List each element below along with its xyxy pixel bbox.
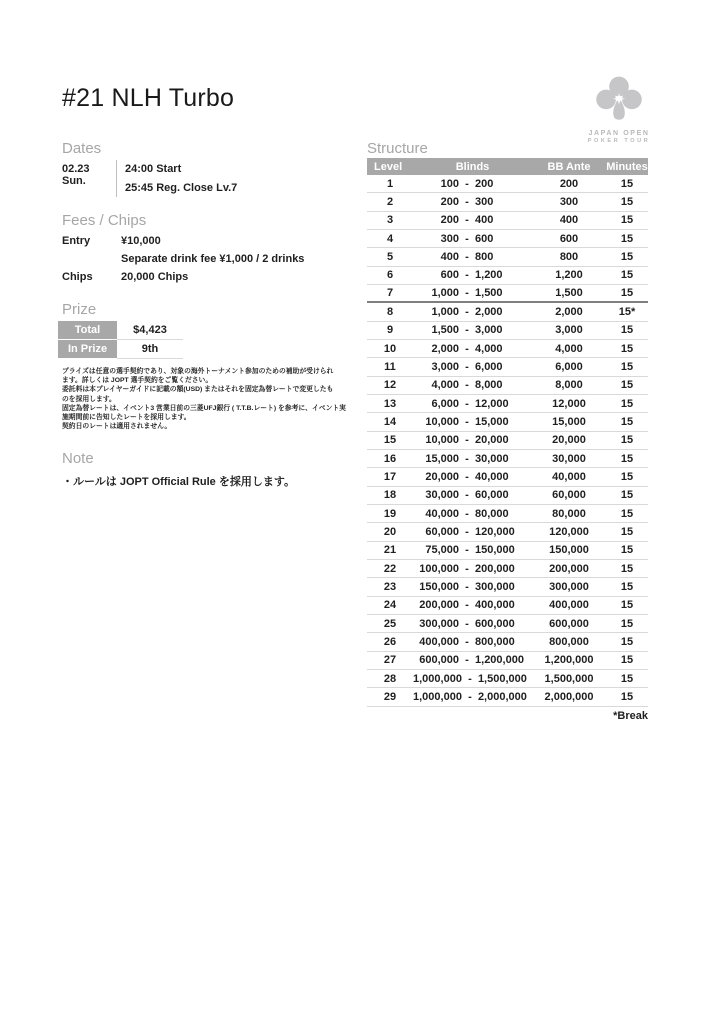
blinds-separator: - — [465, 305, 469, 318]
bb-ante-cell: 3,000 — [555, 324, 583, 337]
note-heading: Note — [62, 450, 94, 467]
big-blind-value: 60,000 — [475, 489, 509, 502]
minutes-cell: 15 — [620, 470, 634, 483]
minutes-cell: 15 — [620, 617, 634, 630]
blinds-cell — [413, 324, 532, 336]
blinds-separator: - — [465, 324, 469, 337]
blinds-cell — [413, 178, 532, 190]
blinds-cell — [413, 214, 532, 226]
level-cell: 14 — [383, 415, 397, 428]
blinds-separator: - — [465, 452, 469, 465]
small-blind-value: 2,000 — [431, 342, 460, 355]
break-footnote: *Break — [613, 710, 648, 722]
blinds-separator: - — [465, 507, 469, 520]
logo-text-poker-tour: POKER TOUR — [587, 138, 651, 144]
blinds-separator: - — [465, 287, 469, 300]
minutes-cell: 15 — [620, 397, 634, 410]
small-blind-value: 10,000 — [425, 434, 460, 447]
structure-row — [367, 523, 648, 541]
big-blind-value: 6,000 — [475, 360, 503, 373]
reg-close-time: 25:45 Reg. Close Lv.7 — [125, 181, 238, 194]
structure-row — [367, 175, 648, 193]
minutes-cell: 15 — [620, 525, 634, 538]
structure-row — [367, 652, 648, 670]
blinds-cell — [413, 398, 532, 410]
bb-ante-cell: 400,000 — [549, 599, 589, 612]
blinds-separator: - — [465, 397, 469, 410]
bb-ante-cell: 6,000 — [555, 360, 583, 373]
blinds-separator: - — [465, 635, 469, 648]
col-header-bb-ante: BB Ante — [547, 160, 591, 173]
level-cell: 15 — [383, 434, 397, 447]
level-cell: 26 — [383, 635, 397, 648]
level-cell: 18 — [383, 489, 397, 502]
minutes-cell: 15 — [620, 654, 634, 667]
minutes-cell: 15 — [620, 672, 634, 685]
level-cell: 19 — [383, 507, 397, 520]
bb-ante-cell: 200,000 — [549, 562, 589, 575]
prize-total-label: Total — [58, 321, 117, 340]
level-cell: 16 — [383, 452, 397, 465]
minutes-cell: 15 — [620, 580, 634, 593]
small-blind-value: 150,000 — [419, 580, 460, 593]
fees-chips-heading: Fees / Chips — [62, 212, 147, 229]
minutes-cell: 15 — [620, 415, 634, 428]
vertical-divider — [116, 160, 117, 197]
big-blind-value: 800,000 — [475, 635, 515, 648]
fees-row-chips — [62, 268, 352, 286]
minutes-cell: 15 — [620, 269, 634, 282]
level-cell: 1 — [386, 177, 394, 190]
small-blind-value: 100 — [440, 177, 460, 190]
bb-ante-cell: 1,200 — [555, 269, 583, 282]
level-cell: 2 — [386, 195, 394, 208]
big-blind-value: 200,000 — [475, 562, 515, 575]
structure-row — [367, 395, 648, 413]
note-text: ・ルールは JOPT Official Rule を採用します。 — [62, 476, 295, 488]
big-blind-value: 8,000 — [475, 379, 503, 392]
minutes-cell: 15 — [620, 177, 634, 190]
level-cell: 7 — [386, 287, 394, 300]
level-cell: 28 — [383, 672, 397, 685]
structure-row — [367, 322, 648, 340]
blinds-separator: - — [465, 269, 469, 282]
prize-row-in-prize — [58, 340, 183, 359]
fees-row-drink-fee — [62, 250, 352, 268]
prize-in-prize-label: In Prize — [58, 340, 117, 359]
structure-row — [367, 670, 648, 688]
big-blind-value: 400,000 — [475, 599, 515, 612]
small-blind-value: 400 — [440, 250, 460, 263]
bb-ante-cell: 80,000 — [552, 507, 586, 520]
blinds-cell — [413, 654, 532, 666]
small-blind-value: 10,000 — [425, 415, 460, 428]
page-title: #21 NLH Turbo — [62, 84, 235, 112]
structure-row — [367, 432, 648, 450]
small-blind-value: 1,000,000 — [413, 672, 462, 685]
blinds-separator: - — [465, 654, 469, 667]
minutes-cell: 15 — [620, 379, 634, 392]
big-blind-value: 1,500,000 — [477, 672, 527, 685]
prize-row-total — [58, 321, 183, 340]
blinds-cell — [413, 563, 532, 575]
small-blind-value: 30,000 — [425, 489, 460, 502]
blinds-separator: - — [465, 360, 469, 373]
level-cell: 9 — [386, 324, 394, 337]
blinds-separator: - — [465, 177, 469, 190]
blinds-separator: - — [465, 544, 469, 557]
minutes-cell: 15 — [620, 360, 634, 373]
small-blind-value: 600,000 — [419, 654, 460, 667]
small-blind-value: 400,000 — [419, 635, 460, 648]
big-blind-value: 40,000 — [475, 470, 509, 483]
big-blind-value: 80,000 — [475, 507, 509, 520]
prize-heading: Prize — [62, 301, 97, 318]
minutes-cell: 15 — [620, 214, 634, 227]
fees-rows — [62, 232, 352, 287]
level-cell: 25 — [383, 617, 397, 630]
structure-row — [367, 358, 648, 376]
structure-row — [367, 212, 648, 230]
blinds-separator: - — [465, 195, 469, 208]
blinds-separator: - — [468, 672, 472, 685]
prize-in-prize-value: 9th — [117, 340, 183, 359]
bb-ante-cell: 30,000 — [552, 452, 586, 465]
structure-row — [367, 688, 648, 706]
blinds-separator: - — [465, 342, 469, 355]
level-cell: 6 — [386, 269, 394, 282]
blinds-cell — [413, 434, 532, 446]
bb-ante-cell: 200 — [559, 177, 579, 190]
structure-row — [367, 285, 648, 303]
level-cell: 21 — [383, 544, 397, 557]
structure-row — [367, 303, 648, 321]
level-cell: 29 — [383, 690, 397, 703]
prize-total-value: $4,423 — [117, 321, 183, 340]
blinds-cell — [413, 489, 532, 501]
bb-ante-cell: 2,000 — [555, 305, 583, 318]
date-value: 02.23 Sun. — [62, 163, 90, 187]
structure-table-body — [367, 175, 648, 707]
minutes-cell: 15 — [620, 452, 634, 465]
level-cell: 8 — [386, 305, 394, 318]
big-blind-value: 600 — [475, 232, 494, 245]
small-blind-value: 200,000 — [419, 599, 460, 612]
entry-label: Entry — [62, 235, 91, 248]
big-blind-value: 1,500 — [475, 287, 503, 300]
bb-ante-cell: 4,000 — [555, 342, 583, 355]
minutes-cell: 15 — [620, 599, 634, 612]
minutes-cell: 15* — [618, 305, 636, 318]
blinds-separator: - — [465, 562, 469, 575]
small-blind-value: 15,000 — [425, 452, 460, 465]
blinds-separator: - — [465, 434, 469, 447]
minutes-cell: 15 — [620, 324, 634, 337]
disclaimer-line: 契約日のレートは適用されません。 — [62, 423, 172, 431]
jopt-logo — [579, 75, 659, 144]
level-cell: 17 — [383, 470, 397, 483]
bb-ante-cell: 15,000 — [552, 415, 586, 428]
structure-row — [367, 542, 648, 560]
minutes-cell: 15 — [620, 690, 634, 703]
small-blind-value: 1,000 — [431, 287, 460, 300]
minutes-cell: 15 — [620, 562, 634, 575]
big-blind-value: 12,000 — [475, 397, 509, 410]
blinds-cell — [413, 269, 532, 281]
fees-row-entry — [62, 232, 352, 250]
entry-value: ¥10,000 — [121, 235, 161, 248]
blinds-cell — [413, 287, 532, 299]
structure-row — [367, 413, 648, 431]
big-blind-value: 600,000 — [475, 617, 515, 630]
big-blind-value: 400 — [475, 214, 494, 227]
clover-logo-icon — [579, 75, 659, 128]
col-header-level: Level — [374, 160, 403, 173]
disclaimer-line: のを採用します。 — [62, 395, 116, 403]
blinds-separator: - — [465, 232, 469, 245]
small-blind-value: 100,000 — [419, 562, 460, 575]
small-blind-value: 4,000 — [431, 379, 460, 392]
chips-value: 20,000 Chips — [121, 271, 189, 284]
blinds-cell — [413, 673, 532, 685]
minutes-cell: 15 — [620, 544, 634, 557]
bb-ante-cell: 800 — [559, 250, 579, 263]
big-blind-value: 120,000 — [475, 525, 515, 538]
blinds-cell — [413, 251, 532, 263]
big-blind-value: 150,000 — [475, 544, 515, 557]
structure-table — [367, 158, 648, 707]
blinds-cell — [413, 691, 532, 703]
bb-ante-cell: 60,000 — [552, 489, 586, 502]
blinds-cell — [413, 233, 532, 245]
big-blind-value: 2,000,000 — [477, 690, 527, 703]
dates-heading: Dates — [62, 140, 102, 157]
big-blind-value: 20,000 — [475, 434, 509, 447]
disclaimer-line: 施期間前に告知したレートを採用します。 — [62, 414, 191, 422]
bb-ante-cell: 1,500,000 — [544, 672, 594, 685]
minutes-cell: 15 — [620, 434, 634, 447]
minutes-cell: 15 — [620, 195, 634, 208]
bb-ante-cell: 800,000 — [549, 635, 589, 648]
bb-ante-cell: 600 — [559, 232, 579, 245]
structure-row — [367, 468, 648, 486]
big-blind-value: 1,200 — [475, 269, 503, 282]
col-header-minutes: Minutes — [606, 160, 648, 173]
structure-row — [367, 487, 648, 505]
blinds-cell — [413, 471, 532, 483]
prize-disclaimer-text — [62, 367, 346, 431]
disclaimer-line: ます。詳しくは JOPT 選手契約をご覧ください。 — [62, 377, 213, 385]
minutes-cell: 15 — [620, 342, 634, 355]
bb-ante-cell: 8,000 — [555, 379, 583, 392]
blinds-cell — [413, 508, 532, 520]
bb-ante-cell: 1,200,000 — [544, 654, 594, 667]
blinds-cell — [413, 581, 532, 593]
small-blind-value: 40,000 — [425, 507, 460, 520]
prize-table — [58, 321, 183, 359]
blinds-separator: - — [465, 617, 469, 630]
blinds-separator: - — [468, 690, 472, 703]
structure-row — [367, 633, 648, 651]
big-blind-value: 300 — [475, 195, 494, 208]
big-blind-value: 2,000 — [475, 305, 503, 318]
blinds-cell — [413, 544, 532, 556]
big-blind-value: 300,000 — [475, 580, 515, 593]
big-blind-value: 15,000 — [475, 415, 509, 428]
blinds-cell — [413, 636, 532, 648]
big-blind-value: 4,000 — [475, 342, 503, 355]
small-blind-value: 6,000 — [431, 397, 460, 410]
bb-ante-cell: 20,000 — [552, 434, 586, 447]
big-blind-value: 30,000 — [475, 452, 509, 465]
small-blind-value: 1,500 — [431, 324, 460, 337]
structure-row — [367, 248, 648, 266]
structure-row — [367, 340, 648, 358]
structure-row — [367, 578, 648, 596]
small-blind-value: 75,000 — [425, 544, 460, 557]
col-header-blinds: Blinds — [455, 160, 490, 173]
level-cell: 10 — [383, 342, 397, 355]
bb-ante-cell: 400 — [559, 214, 579, 227]
structure-row — [367, 377, 648, 395]
blinds-cell — [413, 306, 532, 318]
small-blind-value: 200 — [440, 214, 460, 227]
bb-ante-cell: 1,500 — [555, 287, 583, 300]
level-cell: 4 — [386, 232, 394, 245]
disclaimer-line: 固定為替レートは、イベント3 営業日前の三菱UFJ銀行 ( T.T.B.レート) を参考に、イベント実 — [62, 404, 346, 412]
blinds-separator: - — [465, 580, 469, 593]
big-blind-value: 800 — [475, 250, 494, 263]
structure-row — [367, 505, 648, 523]
blinds-cell — [413, 526, 532, 538]
start-time: 24:00 Start — [125, 163, 182, 175]
big-blind-value: 1,200,000 — [475, 654, 524, 667]
drink-fee-value: Separate drink fee ¥1,000 / 2 drinks — [121, 253, 305, 266]
level-cell: 23 — [383, 580, 397, 593]
logo-text-japan-open: JAPAN OPEN — [588, 130, 650, 137]
level-cell: 5 — [386, 250, 394, 263]
blinds-cell — [413, 599, 532, 611]
bb-ante-cell: 12,000 — [552, 397, 586, 410]
level-cell: 20 — [383, 525, 397, 538]
dates-row — [62, 160, 312, 197]
level-cell: 12 — [383, 379, 397, 392]
blinds-separator: - — [465, 379, 469, 392]
blinds-separator: - — [465, 599, 469, 612]
bb-ante-cell: 40,000 — [552, 470, 586, 483]
big-blind-value: 3,000 — [475, 324, 503, 337]
disclaimer-line: プライズは任意の選手契約であり、対象の海外トーナメント参加のための補助が受けられ — [62, 368, 334, 375]
small-blind-value: 300 — [440, 232, 460, 245]
blinds-cell — [413, 618, 532, 630]
minutes-cell: 15 — [620, 287, 634, 300]
structure-heading: Structure — [367, 140, 428, 157]
blinds-cell — [413, 453, 532, 465]
small-blind-value: 20,000 — [425, 470, 460, 483]
small-blind-value: 3,000 — [431, 360, 460, 373]
structure-row — [367, 615, 648, 633]
small-blind-value: 300,000 — [419, 617, 460, 630]
small-blind-value: 60,000 — [425, 525, 460, 538]
structure-row — [367, 193, 648, 211]
blinds-separator: - — [465, 470, 469, 483]
blinds-separator: - — [465, 415, 469, 428]
small-blind-value: 1,000,000 — [413, 690, 462, 703]
blinds-cell — [413, 416, 532, 428]
blinds-separator: - — [465, 525, 469, 538]
small-blind-value: 600 — [440, 269, 460, 282]
big-blind-value: 200 — [475, 177, 494, 190]
blinds-cell — [413, 343, 532, 355]
level-cell: 13 — [383, 397, 397, 410]
chips-label: Chips — [62, 271, 93, 284]
bb-ante-cell: 150,000 — [549, 544, 589, 557]
blinds-cell — [413, 361, 532, 373]
blinds-cell — [413, 379, 532, 391]
structure-row — [367, 450, 648, 468]
structure-row — [367, 267, 648, 285]
bb-ante-cell: 300 — [559, 195, 579, 208]
minutes-cell: 15 — [620, 507, 634, 520]
bb-ante-cell: 120,000 — [549, 525, 589, 538]
level-cell: 22 — [383, 562, 397, 575]
minutes-cell: 15 — [620, 232, 634, 245]
bb-ante-cell: 600,000 — [549, 617, 589, 630]
blinds-cell — [413, 196, 532, 208]
structure-row — [367, 230, 648, 248]
level-cell: 11 — [384, 360, 396, 373]
level-cell: 24 — [383, 599, 397, 612]
minutes-cell: 15 — [620, 250, 634, 263]
small-blind-value: 1,000 — [431, 305, 460, 318]
bb-ante-cell: 300,000 — [549, 580, 589, 593]
level-cell: 27 — [383, 654, 397, 667]
times-list — [119, 160, 237, 197]
small-blind-value: 200 — [440, 195, 460, 208]
disclaimer-line: 委託料は本プレイヤーガイドに記載の額(USD) またはそれを固定為替レートで変更したも — [62, 386, 334, 394]
structure-row — [367, 597, 648, 615]
blinds-separator: - — [465, 489, 469, 502]
level-cell: 3 — [386, 214, 394, 227]
minutes-cell: 15 — [620, 489, 634, 502]
blinds-separator: - — [465, 214, 469, 227]
structure-row — [367, 560, 648, 578]
bb-ante-cell: 2,000,000 — [544, 690, 594, 703]
minutes-cell: 15 — [620, 635, 634, 648]
structure-table-header — [367, 158, 648, 175]
blinds-separator: - — [465, 250, 469, 263]
